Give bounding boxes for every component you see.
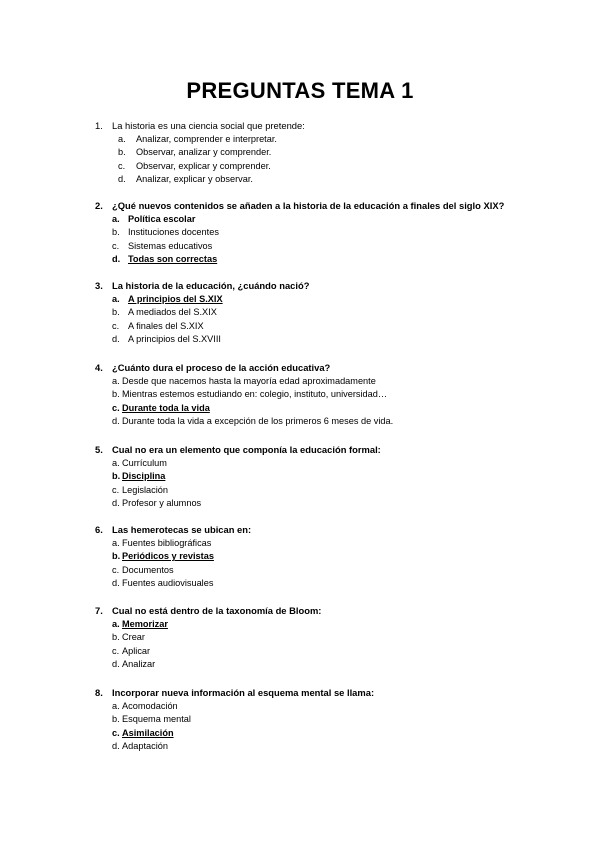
question-number: 2.: [95, 200, 103, 211]
option-text: Adaptación: [122, 740, 168, 751]
option-c: [0, 240, 600, 253]
option-a: [0, 133, 600, 146]
option-letter: b.: [112, 551, 121, 562]
question-number: 4.: [95, 362, 103, 373]
option-list: [0, 293, 600, 346]
option-text: Memorizar: [122, 619, 168, 629]
option-text: Documentos: [122, 564, 174, 575]
question-number: 8.: [95, 687, 103, 698]
question-text: Las hemerotecas se ubican en:: [112, 524, 252, 535]
option-text: Observar, explicar y comprender.: [136, 160, 271, 171]
option-letter: d.: [112, 253, 121, 264]
question-text: Cual no era un elemento que componía la educación formal:: [112, 444, 381, 455]
question-3-stem: [0, 279, 600, 293]
option-letter: d.: [118, 173, 126, 184]
question-8: [0, 686, 600, 753]
option-a: [0, 375, 600, 388]
question-number: 3.: [95, 280, 103, 291]
option-list: [0, 537, 600, 590]
option-c: [0, 484, 600, 497]
question-2: [0, 199, 600, 266]
option-a-correct: [0, 618, 600, 631]
option-letter: d.: [112, 658, 120, 669]
option-text: Durante toda la vida a excepción de los primeros 6 meses de vida.: [122, 415, 394, 426]
option-letter: c.: [112, 645, 120, 656]
option-list: [0, 700, 600, 753]
option-letter: b.: [112, 471, 121, 482]
option-letter: b.: [112, 632, 120, 643]
option-letter: d.: [112, 740, 120, 751]
question-4-stem: [0, 361, 600, 375]
option-d: [0, 333, 600, 346]
question-5-stem: [0, 443, 600, 457]
option-c: [0, 564, 600, 577]
option-letter: c.: [112, 402, 120, 413]
question-1: [0, 119, 600, 186]
option-c-correct: [0, 727, 600, 740]
option-text: Currículum: [122, 458, 167, 468]
option-text: Mientras estemos estudiando en: colegio, instituto, universidad…: [122, 389, 388, 400]
question-1-stem: [0, 119, 600, 133]
option-letter: a.: [112, 619, 120, 629]
question-text: La historia de la educación, ¿cuándo nació?: [112, 280, 310, 291]
question-text: ¿Cuánto dura el proceso de la acción educativa?: [112, 362, 331, 373]
option-letter: d.: [112, 415, 120, 426]
option-letter: b.: [118, 147, 126, 158]
option-b: [0, 226, 600, 239]
option-b-correct: [0, 550, 600, 563]
option-d: [0, 577, 600, 590]
option-list: [0, 457, 600, 510]
question-text: Cual no está dentro de la taxonomía de Bloom:: [112, 605, 322, 616]
question-number: 5.: [95, 444, 103, 455]
option-letter: b.: [112, 227, 120, 238]
option-text: Aplicar: [122, 645, 151, 656]
option-letter: a.: [112, 701, 120, 711]
option-list: [0, 618, 600, 671]
option-letter: c.: [112, 484, 120, 495]
option-letter: d.: [112, 333, 120, 344]
option-text: A mediados del S.XIX: [128, 307, 217, 318]
option-letter: b.: [112, 389, 120, 400]
option-text: Instituciones docentes: [128, 227, 219, 238]
option-d: [0, 497, 600, 510]
question-5: [0, 443, 600, 510]
option-d: [0, 415, 600, 428]
option-a: [0, 537, 600, 550]
option-a: [0, 700, 600, 713]
question-6-stem: [0, 523, 600, 537]
option-letter: a.: [112, 538, 120, 548]
option-letter: a.: [112, 458, 120, 468]
option-d: [0, 173, 600, 186]
option-b: [0, 713, 600, 726]
option-b-correct: [0, 470, 600, 483]
question-number: 6.: [95, 524, 103, 535]
question-3: [0, 279, 600, 346]
option-list: [0, 375, 600, 428]
option-text: Durante toda la vida: [122, 402, 210, 413]
option-c: [0, 160, 600, 173]
option-d: [0, 740, 600, 753]
option-letter: a.: [112, 294, 120, 304]
option-list: [0, 213, 600, 266]
question-6: [0, 523, 600, 590]
option-text: Legislación: [122, 484, 168, 495]
option-list: [0, 133, 600, 186]
question-7-stem: [0, 604, 600, 618]
question-7: [0, 604, 600, 671]
option-letter: a.: [118, 134, 126, 144]
option-b: [0, 306, 600, 319]
question-number: 1.: [95, 120, 103, 131]
question-text: Incorporar nueva información al esquema mental se llama:: [112, 687, 375, 698]
option-text: Profesor y alumnos: [122, 497, 202, 508]
option-c-correct: [0, 402, 600, 415]
question-8-stem: [0, 686, 600, 700]
option-d: [0, 658, 600, 671]
option-text: Analizar, explicar y observar.: [136, 173, 253, 184]
option-letter: b.: [112, 307, 120, 318]
option-b: [0, 631, 600, 644]
question-4: [0, 361, 600, 428]
option-text: Desde que nacemos hasta la mayoría edad aproximadamente: [122, 376, 376, 386]
question-2-stem: [0, 199, 600, 213]
option-text: A finales del S.XIX: [128, 320, 204, 331]
question-text: La historia es una ciencia social que pretende:: [112, 120, 305, 131]
question-number: 7.: [95, 605, 103, 616]
option-b: [0, 388, 600, 401]
option-letter: c.: [112, 320, 120, 331]
option-text: Analizar, comprender e interpretar.: [136, 134, 277, 144]
option-b: [0, 146, 600, 159]
option-letter: a.: [112, 214, 120, 224]
option-text: Periódicos y revistas: [122, 551, 214, 562]
option-a-correct: [0, 293, 600, 306]
option-text: Fuentes bibliográficas: [122, 538, 212, 548]
option-text: Fuentes audiovisuales: [122, 577, 214, 588]
option-text: Política escolar: [128, 214, 196, 224]
option-a: [0, 457, 600, 470]
option-text: Disciplina: [122, 471, 166, 482]
option-letter: c.: [118, 160, 126, 171]
option-a-correct: [0, 213, 600, 226]
option-text: Acomodación: [122, 701, 178, 711]
option-letter: d.: [112, 577, 120, 588]
option-letter: c.: [112, 564, 120, 575]
question-text: ¿Qué nuevos contenidos se añaden a la historia de la educación a finales del siglo XIX?: [112, 200, 505, 211]
option-text: Observar, analizar y comprender.: [136, 147, 272, 158]
option-letter: c.: [112, 240, 120, 251]
option-text: A principios del S.XVIII: [128, 333, 221, 344]
option-letter: b.: [112, 714, 120, 725]
option-text: Esquema mental: [122, 714, 191, 725]
option-text: Todas son correctas: [128, 253, 218, 264]
option-c: [0, 320, 600, 333]
option-text: Crear: [122, 632, 145, 643]
page-title: PREGUNTAS TEMA 1: [186, 78, 414, 103]
option-letter: d.: [112, 497, 120, 508]
option-letter: c.: [112, 727, 120, 738]
option-text: Sistemas educativos: [128, 240, 213, 251]
option-letter: a.: [112, 376, 120, 386]
option-c: [0, 645, 600, 658]
option-text: A principios del S.XIX: [128, 294, 223, 304]
option-d-correct: [0, 253, 600, 266]
option-text: Asimilación: [122, 727, 174, 738]
option-text: Analizar: [122, 658, 156, 669]
